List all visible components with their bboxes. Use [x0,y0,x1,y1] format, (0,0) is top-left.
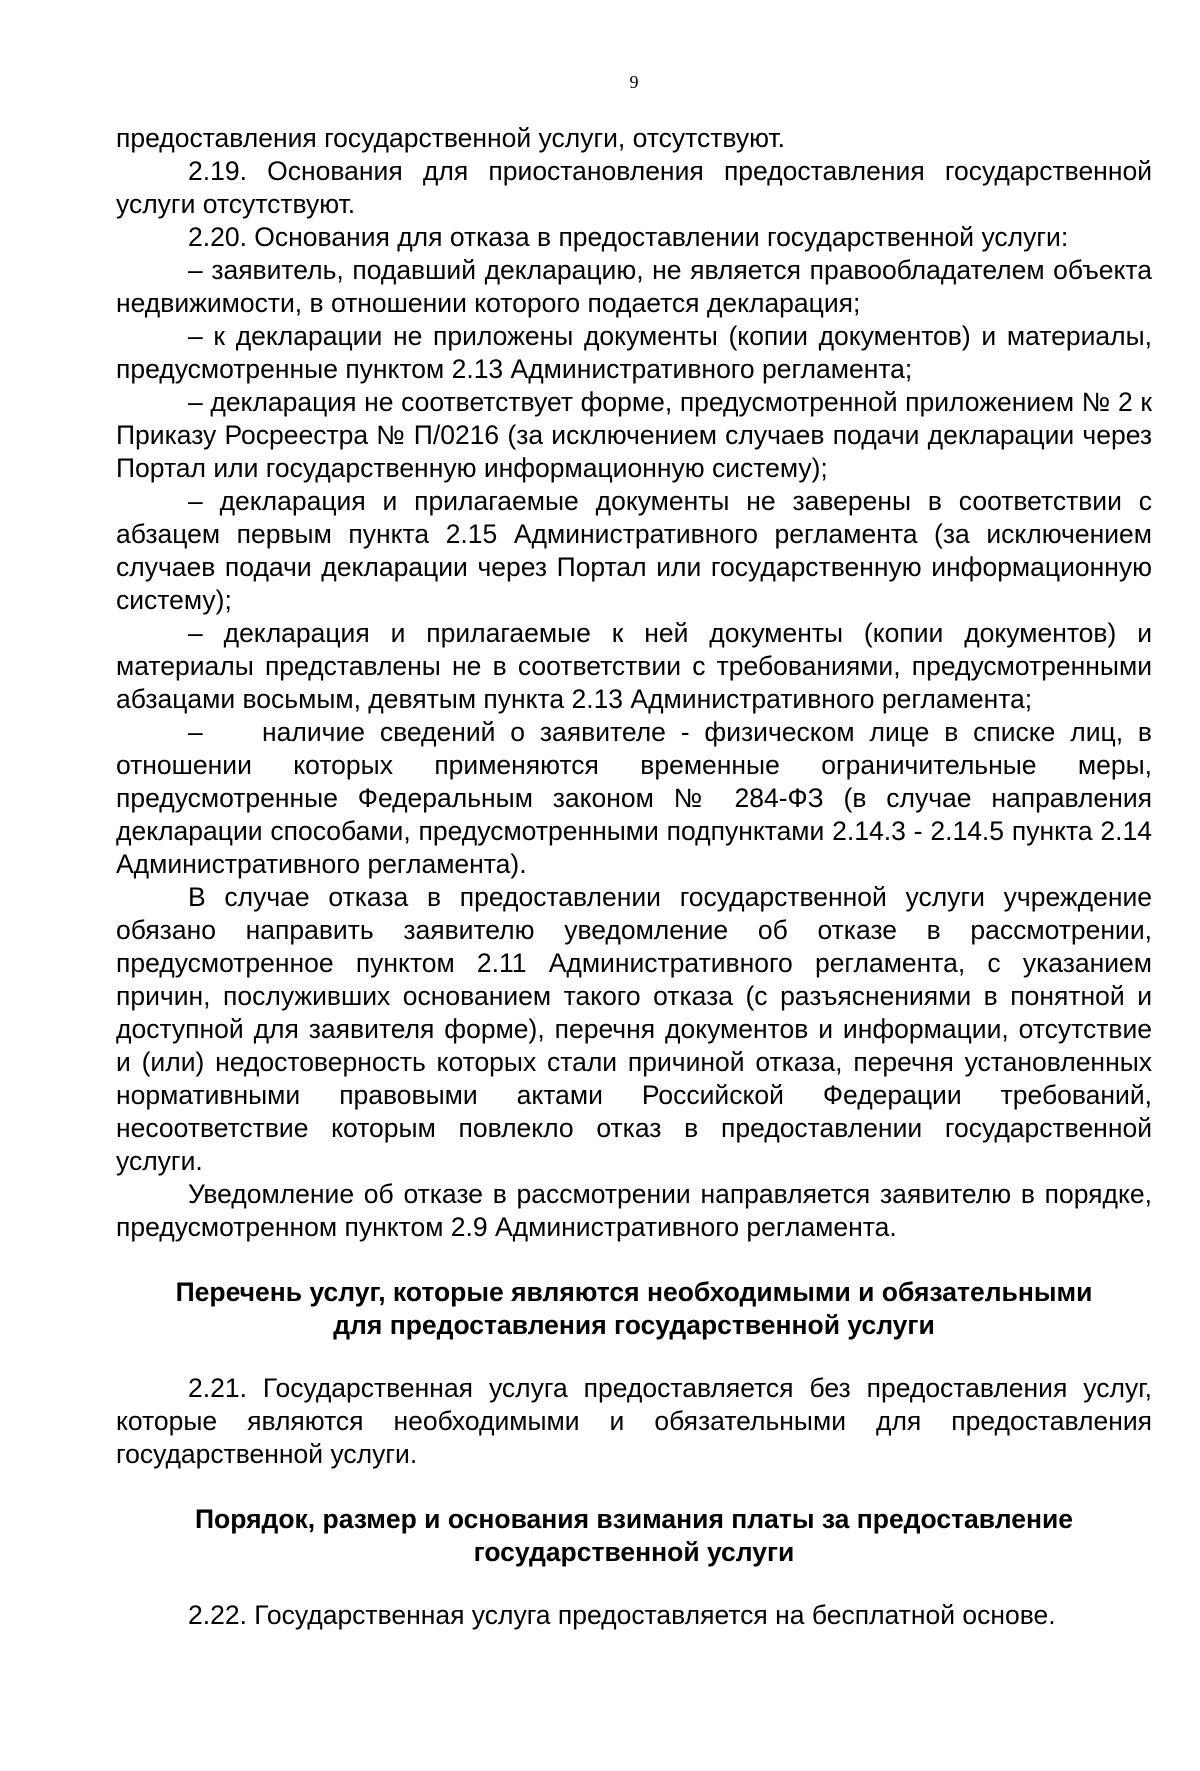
heading-line: для предоставления государственной услуги [333,1310,935,1340]
paragraph-notice-order: Уведомление об отказе в рассмотрении направляется заявителю в порядке, предусмотренном пунктом 2.9 Административного регламента. [116,1179,1152,1242]
refusal-ground-text: наличие сведений о заявителе - физическом лице в списке лиц, в отношении которых применяются временные ограничительные меры, предусмотренные Федеральным законом № 284-ФЗ (в случае направления декларации способами, предусмотренными подпунктами 2.14.3 - 2.14.5 пункта 2.14 Административного регламента). [116,717,1152,879]
document-body [116,122,1152,1632]
paragraph-2-19: 2.19. Основания для приостановления предоставления государственной услуги отсутствуют. [116,156,1152,219]
refusal-ground-item: – декларация и прилагаемые документы не заверены в соответствии с абзацем первым пункта 2.15 Административного регламента (за исключением случаев подачи декларации через Портал или государственную информационную систему); [116,486,1152,615]
spacer [116,1471,1152,1503]
paragraph-2-21: 2.21. Государственная услуга предоставляется без предоставления услуг, которые являются необходимыми и обязательными для предоставления государственной услуги. [116,1373,1152,1469]
page-number: 9 [629,72,639,92]
paragraph-2-22: 2.22. Государственная услуга предоставляется на бесплатной основе. [188,1600,1056,1630]
refusal-ground-item [116,716,1152,881]
list-dash: – [188,717,203,747]
heading-line: Перечень услуг, которые являются необходимыми и обязательными [175,1277,1093,1307]
spacer [116,1244,1152,1276]
refusal-ground-item: – декларация не соответствует форме, предусмотренной приложением № 2 к Приказу Росреестра № П/0216 (за исключением случаев подачи декларации через Портал или государственную информационную систему); [116,387,1152,483]
spacer [116,1342,1152,1372]
paragraph-continuation: предоставления государственной услуги, отсутствуют. [116,123,785,153]
refusal-ground-item: – декларация и прилагаемые к ней документы (копии документов) и материалы представлены не в соответствии с требованиями, предусмотренными абзацами восьмым, девятым пункта 2.13 Административного регламента; [116,618,1152,714]
heading-line: Порядок, размер и основания взимания платы за предоставление [195,1504,1073,1534]
refusal-ground-item: – заявитель, подавший декларацию, не является правообладателем объекта недвижимости, в отношении которого подается декларация; [116,255,1152,318]
heading-line: государственной услуги [473,1537,795,1567]
section-heading-fees [116,1503,1152,1569]
paragraph-2-20: 2.20. Основания для отказа в предоставлении государственной услуги: [188,222,1069,252]
section-heading-required-services [116,1276,1152,1342]
refusal-ground-item: – к декларации не приложены документы (копии документов) и материалы, предусмотренные пунктом 2.13 Административного регламента; [116,321,1152,384]
spacer [116,1569,1152,1599]
paragraph-refusal-notice: В случае отказа в предоставлении государственной услуги учреждение обязано направить заявителю уведомление об отказе в рассмотрении, предусмотренное пунктом 2.11 Административного регламента, с указанием причин, послуживших основанием такого отказа (с разъяснениями в понятной и доступной для заявителя форме), перечня документов и информации, отсутствие и (или) недостоверность которых стали причиной отказа, перечня установленных нормативными правовыми актами Российской Федерации требований, несоответствие которым повлекло отказ в предоставлении государственной услуги. [116,882,1152,1176]
